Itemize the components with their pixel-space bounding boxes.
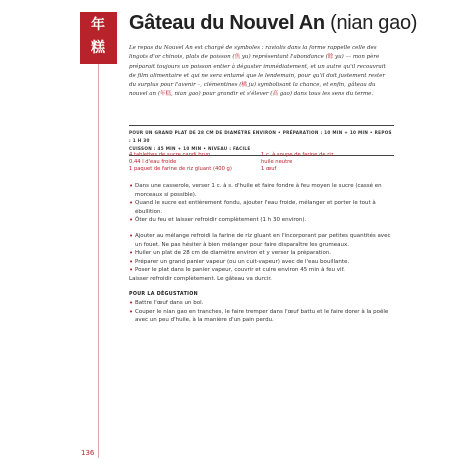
intro-text-1: Le repas du Nouvel An est chargé de symboles : raviolis dans la forme rappelle celle des lingots d'or chinois, plats de poisson (	[129, 45, 377, 61]
intro-paragraph	[129, 44, 391, 100]
step-item: • Dans une casserole, verser 1 c. à s. d'huile et faire fondre à feu moyen le sucre (cassé en morceaux si possible).	[129, 182, 394, 199]
intro-text-5: , nian gao) pour grandir et s'élever (	[171, 91, 273, 98]
seal-characters	[83, 14, 113, 60]
intro-cjk-4: 年糕	[159, 91, 171, 98]
intro-text-6: gao) dans tous les sens du terme.	[277, 91, 374, 98]
step-item: • Préparer un grand panier vapeur (ou un cuit-vapeur) avec de l'eau bouillante.	[129, 258, 394, 267]
intro-text-4: ju) symbolisant la chance, et enfin, gâteau du nouvel an (	[129, 82, 376, 98]
tasting-item: • Couper le nian gao en tranches, le faire tremper dans l'œuf battu et le faire dorer à la poêle avec un peu d'huile, à la manière d'un pain perdu.	[129, 308, 394, 325]
step-item: • Ajouter au mélange refroidi la farine de riz gluant en l'incorporant par petites quantités avec un fouet. Ne pas hésiter à bien mélanger pour faire disparaître les grumeaux.	[129, 232, 394, 249]
ingredient-item: 0,44 l d'eau froide	[129, 159, 177, 165]
intro-text-3: yu) — mon père préparait toujours un poisson entier à déguster immédiatement, et un autre qu'il recouvrait de film alimentaire et qui ne sera entamé que le lendemain, pour qu'il doit justement rester du surplus pour l'avenir –, clémentines (	[129, 54, 386, 89]
ingredient-item: 1 paquet de farine de riz gluant (400 g)	[129, 166, 232, 172]
ingredient-item: 4 tablettes de sucre candi brun	[129, 152, 211, 158]
step-spacer	[129, 225, 394, 232]
intro-cjk-1: 魚	[234, 54, 241, 61]
recipe-steps	[129, 182, 394, 325]
recipe-title	[129, 12, 417, 35]
intro-cjk-5: 高	[272, 91, 278, 98]
seal-char-2: 糕	[91, 40, 105, 56]
ingredient-item: huile neutre	[261, 159, 293, 165]
ingredient-item: 1 œuf	[261, 166, 277, 172]
ingredients-column-left	[129, 152, 261, 173]
ingredients-column-right	[261, 152, 393, 173]
step-item: • Poser le plat dans le panier vapeur, couvrir et cuire environ 45 min à feu vif.	[129, 266, 394, 275]
step-item: Laisser refroidir complètement. Le gâteau va durcir.	[129, 275, 272, 282]
intro-text-2: yu) représentant l'abondance (	[240, 54, 328, 61]
step-item: • Quand le sucre est entièrement fondu, ajouter l'eau froide, mélanger et porter le tout à ébullition.	[129, 199, 394, 216]
meta-line-2: CUISSON : 45 MIN + 10 MIN • NIVEAU : FACILE	[129, 146, 251, 151]
intro-cjk-2: 餘	[327, 54, 334, 61]
tasting-item: • Battre l'œuf dans un bol.	[129, 299, 394, 308]
step-item: • Ôter du feu et laisser refroidir complètement (1 h 30 environ).	[129, 216, 394, 225]
ingredient-item: 1 c. à soupe de farine de riz	[261, 152, 334, 158]
recipe-title-sub: (nian gao)	[330, 12, 418, 34]
ingredients-list	[129, 152, 394, 173]
margin-rule	[98, 64, 99, 458]
page-number: 136	[81, 449, 95, 457]
seal-char-1: 年	[91, 17, 105, 33]
tasting-heading: POUR LA DÉGUSTATION	[129, 291, 198, 297]
intro-cjk-3: 橘	[241, 82, 247, 89]
meta-line-1: POUR UN GRAND PLAT DE 28 CM DE DIAMÈTRE ENVIRON • PRÉPARATION : 10 MIN + 10 MIN • REPOS : 1 H 30	[129, 130, 392, 143]
step-item: • Huiler un plat de 28 cm de diamètre environ et y verser la préparation.	[129, 249, 394, 258]
recipe-title-main: Gâteau du Nouvel An	[129, 12, 325, 34]
